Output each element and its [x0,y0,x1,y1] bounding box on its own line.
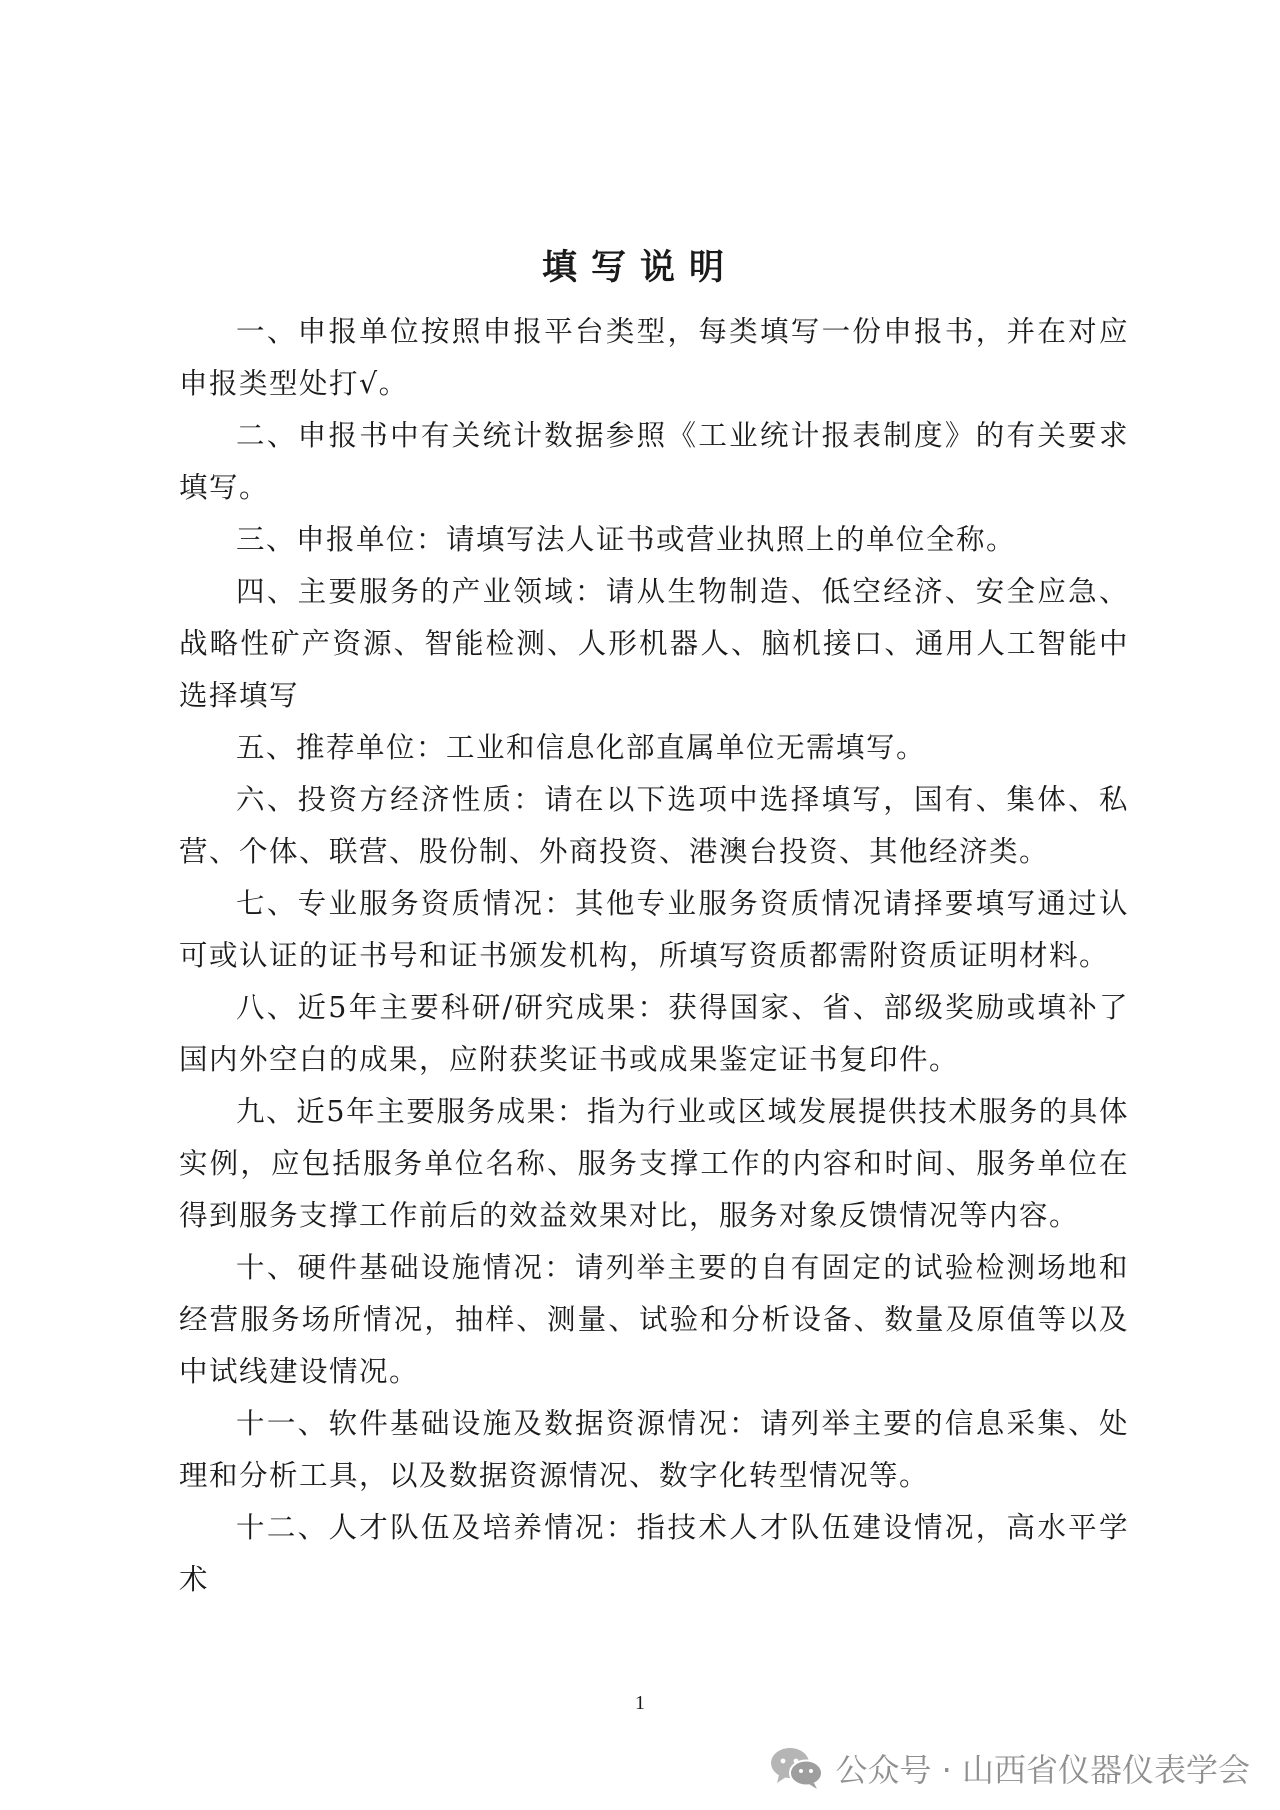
instruction-paragraph-10: 十、硬件基础设施情况：请列举主要的自有固定的试验检测场地和经营服务场所情况，抽样、测量、试验和分析设备、数量及原值等以及中试线建设情况。 [179,1251,1129,1388]
instruction-paragraph-8: 八、近5年主要科研/研究成果：获得国家、省、部级奖励或填补了国内外空白的成果，应附获奖证书或成果鉴定证书复印件。 [179,991,1129,1076]
instruction-paragraph-11: 十一、软件基础设施及数据资源情况：请列举主要的信息采集、处理和分析工具，以及数据资源情况、数字化转型情况等。 [179,1407,1129,1492]
page-number: 1 [635,1692,645,1714]
instructions-body [179,306,1129,1606]
instruction-paragraph-3: 三、申报单位：请填写法人证书或营业执照上的单位全称。 [236,523,1017,556]
instruction-paragraph-12: 十二、人才队伍及培养情况：指技术人才队伍建设情况，高水平学术 [179,1511,1129,1596]
watermark [769,1740,1250,1796]
watermark-text: 公众号 · 山西省仪器仪表学会 [835,1751,1250,1789]
instruction-paragraph-1: 一、申报单位按照申报平台类型，每类填写一份申报书，并在对应申报类型处打√。 [179,315,1129,400]
instruction-paragraph-4: 四、主要服务的产业领域：请从生物制造、低空经济、安全应急、战略性矿产资源、智能检测、人形机器人、脑机接口、通用人工智能中选择填写 [179,575,1129,712]
instruction-paragraph-9: 九、近5年主要服务成果：指为行业或区域发展提供技术服务的具体实例，应包括服务单位名称、服务支撑工作的内容和时间、服务单位在得到服务支撑工作前后的效益效果对比，服务对象反馈情况等内容。 [179,1095,1129,1232]
instruction-paragraph-2: 二、申报书中有关统计数据参照《工业统计报表制度》的有关要求填写。 [179,419,1129,504]
instruction-paragraph-7: 七、专业服务资质情况：其他专业服务资质情况请择要填写通过认可或认证的证书号和证书颁发机构，所填写资质都需附资质证明材料。 [179,887,1129,972]
wechat-icon [769,1745,825,1791]
instruction-paragraph-5: 五、推荐单位：工业和信息化部直属单位无需填写。 [236,731,927,764]
page-title: 填写说明 [541,248,738,288]
instruction-paragraph-6: 六、投资方经济性质：请在以下选项中选择填写，国有、集体、私营、个体、联营、股份制、外商投资、港澳台投资、其他经济类。 [179,783,1129,868]
